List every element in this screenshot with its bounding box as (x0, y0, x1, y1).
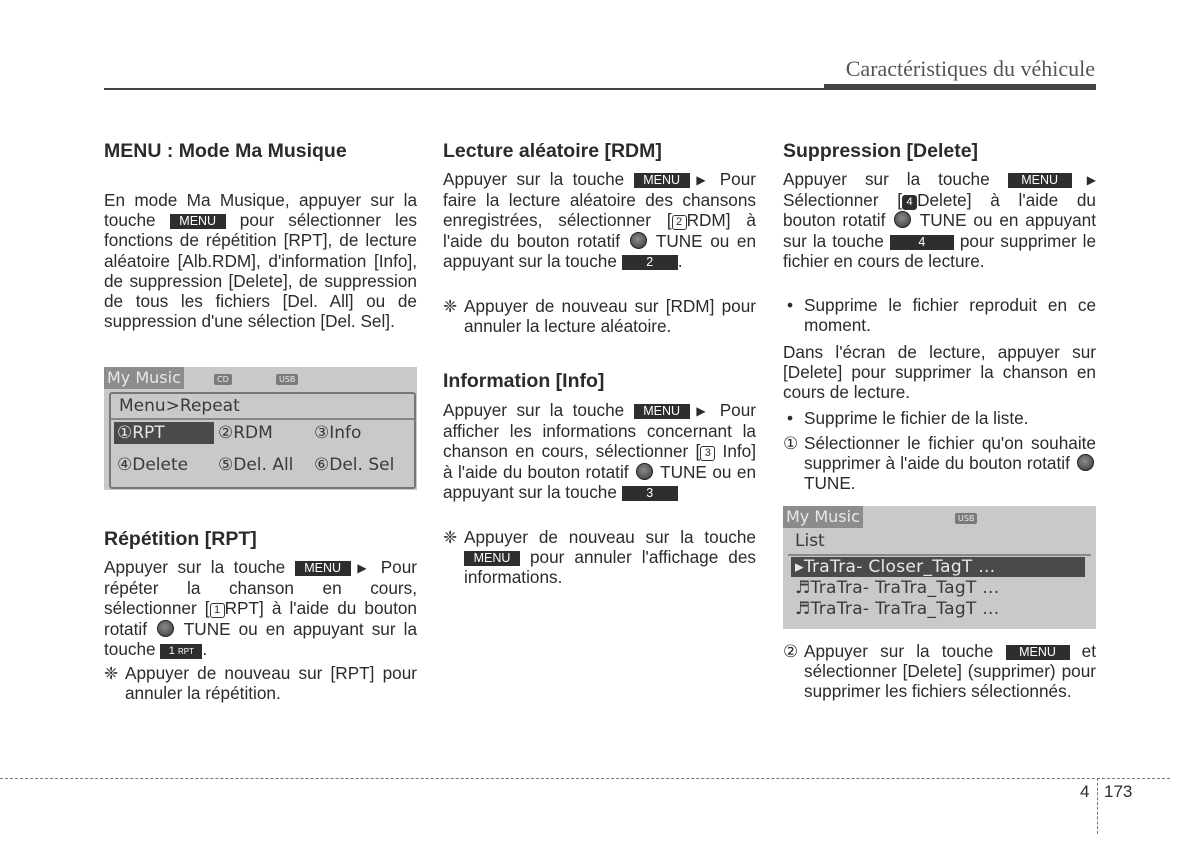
step-1-mark: ① (783, 433, 799, 453)
menu-button-icon: MENU (1006, 645, 1070, 660)
menu-item-rpt: ①RPT (114, 422, 214, 444)
lcd-list-screen (783, 506, 1096, 629)
info-text-2: Pour afficher les informations concernant la chanson en cours, sélectionner [ (443, 400, 757, 462)
delete-step-2 (783, 641, 1096, 702)
step-2-mark: ② (783, 641, 799, 661)
footer-divider (0, 778, 1170, 779)
tune-label: TUNE (804, 473, 851, 494)
menu-item-info: ③Info (314, 423, 362, 443)
menu-button-icon: MENU (1008, 173, 1072, 188)
button-1-rpt-icon (160, 644, 202, 659)
step-2-text-1: Appuyer sur la touche (804, 641, 994, 661)
play-arrow-icon: ▶ (1073, 173, 1096, 187)
screen-divider (111, 418, 414, 420)
rdm-text-2: Pour faire la lecture aléatoire des chansons enregistrées, sélectionner [ (443, 169, 757, 231)
usb-badge: USB (276, 374, 298, 385)
button-1-number: 1 (168, 644, 175, 657)
delete-bullet-2-text: Supprime le fichier de la liste. (804, 408, 1029, 428)
menu-item-rdm: ②RDM (218, 423, 273, 443)
intro-text-4: les fonctions de répétition [RPT], de lecture aléatoire [Alb.RDM], d'information [Info], de suppression [Delete], de suppression de tous les fichiers [Del. All] ou de suppression d'une sélection [Del. Sel]. (104, 210, 417, 332)
intro-text-3: pour sélectionner (239, 210, 381, 231)
bullet-mark: • (787, 408, 794, 428)
rpt-text-2: Pour répéter la chanson en cours, sélectionner [ (104, 557, 418, 619)
rdm-text-5: . (677, 250, 683, 271)
delete-paragraph (783, 169, 1096, 271)
rdm-note-text: Appuyer de nouveau sur [RDM] pour annuler la lecture aléatoire. (464, 296, 756, 337)
tune-knob-icon (1077, 454, 1094, 471)
screen-title: My Music (783, 506, 863, 528)
menu-button-icon: MENU (634, 404, 690, 419)
cd-badge: CD (214, 374, 232, 385)
tune-label: TUNE (660, 461, 707, 482)
step-1-text: Sélectionner le fichier qu'on souhaite supprimer à l'aide du bouton rotatif (804, 433, 1096, 474)
play-arrow-icon: ▶ (691, 173, 711, 187)
header-rule-accent (824, 84, 1096, 90)
screen-divider (788, 554, 1091, 556)
delete-paragraph-2: Dans l'écran de lecture, appuyer sur [Delete] pour supprimer la chanson en cours de lecture. (783, 342, 1096, 403)
usb-badge: USB (955, 513, 977, 524)
tune-knob-icon (894, 211, 911, 228)
step-2-text-2: et sélectionner [Delete] (supprimer) pour supprimer les fichiers sélectionnés. (804, 641, 1096, 702)
rpt-paragraph (104, 557, 417, 659)
button-4-icon: 4 (890, 235, 954, 250)
rdm-text-1: Appuyer sur la touche (443, 169, 625, 189)
tune-knob-icon (630, 232, 647, 249)
tune-label: TUNE (183, 618, 231, 639)
screen-title: My Music (104, 367, 184, 389)
song-item: ♬TraTra- TraTra_TagT ... (795, 599, 1000, 619)
delete-text-4: ou en appuyant sur la touche (783, 210, 1096, 251)
section-heading-rpt: Répétition [RPT] (104, 528, 257, 550)
page-number: 173 (1104, 782, 1133, 801)
section-heading-rdm: Lecture aléatoire [RDM] (443, 140, 662, 162)
rdm-note (443, 296, 756, 337)
section-heading-info: Information [Info] (443, 370, 605, 392)
rpt-text-4: ou en appuyant sur la touche (104, 618, 417, 659)
screen-subtitle: Menu>Repeat (119, 396, 240, 416)
note-mark: ❈ (104, 663, 119, 683)
info-note-text-2: pour annuler l'affichage des informations. (464, 547, 756, 588)
step-1-end: . (850, 473, 856, 494)
rdm-text-3: RDM] à l'aide du bouton rotatif (443, 210, 756, 251)
delete-bullet-2 (787, 408, 1096, 428)
button-1-rpt-label: RPT (177, 646, 194, 656)
intro-text-2: la touche (104, 190, 418, 231)
lcd-screen (104, 367, 417, 490)
button-3-icon: 3 (622, 486, 678, 501)
delete-text-5: pour supprimer le fichier en cours de lecture. (783, 230, 1097, 271)
play-arrow-icon: ▶ (691, 404, 711, 418)
number-3-icon: 3 (700, 446, 715, 461)
delete-step-1 (783, 433, 1096, 494)
screen-list-title: List (795, 531, 825, 551)
footer-vertical-divider (1097, 778, 1098, 834)
note-mark: ❈ (443, 527, 458, 547)
page-header-title: Caractéristiques du véhicule (845, 56, 1095, 81)
menu-item-del-all: ⑤Del. All (218, 455, 294, 475)
tune-label: TUNE (655, 230, 703, 251)
rdm-text-4: ou en appuyant sur la touche (443, 230, 757, 271)
info-text-1: Appuyer sur la touche (443, 400, 625, 420)
menu-button-icon: MENU (170, 214, 226, 229)
intro-text-1: En mode Ma Musique, appuyer sur (104, 190, 395, 210)
rpt-text-3: RPT] à l'aide du bouton rotatif (104, 598, 417, 639)
rpt-note-text: Appuyer de nouveau sur [RPT] pour annuler la répétition. (125, 663, 417, 704)
rpt-note (104, 663, 417, 704)
menu-button-icon: MENU (295, 561, 351, 576)
chapter-number: 4 (1080, 782, 1090, 801)
rpt-text-1: Appuyer sur la touche (104, 557, 286, 577)
delete-text-3: Delete] à l'aide du bouton rotatif (783, 190, 1096, 231)
menu-item-delete: ④Delete (117, 455, 189, 475)
info-note (443, 527, 756, 588)
play-arrow-icon: ▶ (352, 561, 372, 575)
section-heading-menu: MENU : Mode Ma Musique (104, 140, 347, 162)
tune-label: TUNE (919, 210, 967, 231)
delete-bullet-1 (787, 295, 1096, 336)
menu-button-icon: MENU (464, 551, 520, 566)
menu-button-icon: MENU (634, 173, 690, 188)
rpt-text-5: . (202, 638, 208, 659)
info-note-text-1: Appuyer de nouveau sur la touche (464, 527, 756, 547)
rdm-paragraph (443, 169, 756, 271)
info-paragraph (443, 400, 756, 502)
intro-paragraph (104, 190, 417, 331)
button-2-icon: 2 (622, 255, 678, 270)
tune-knob-icon (636, 463, 653, 480)
section-heading-delete: Suppression [Delete] (783, 140, 979, 162)
delete-bullet-1-text: Supprime le fichier reproduit en ce moment. (804, 295, 1096, 336)
note-mark: ❈ (443, 296, 458, 316)
tune-knob-icon (157, 620, 174, 637)
song-item-selected: ▸TraTra- Closer_TagT ... (791, 557, 1085, 577)
delete-text-1: Appuyer sur la touche (783, 169, 990, 189)
number-4-icon: 4 (902, 195, 917, 210)
delete-text-2: Sélectionner [ (783, 190, 903, 211)
info-text-3: Info] à l'aide du bouton rotatif (443, 441, 756, 482)
song-item: ♬TraTra- TraTra_TagT ... (795, 578, 1000, 598)
number-2-icon: 2 (672, 215, 687, 230)
number-1-icon: 1 (210, 603, 225, 618)
menu-item-del-sel: ⑥Del. Sel (314, 455, 395, 475)
info-text-4: ou en appuyant sur la touche (443, 461, 757, 502)
bullet-mark: • (787, 295, 794, 315)
menu-frame (109, 392, 416, 489)
